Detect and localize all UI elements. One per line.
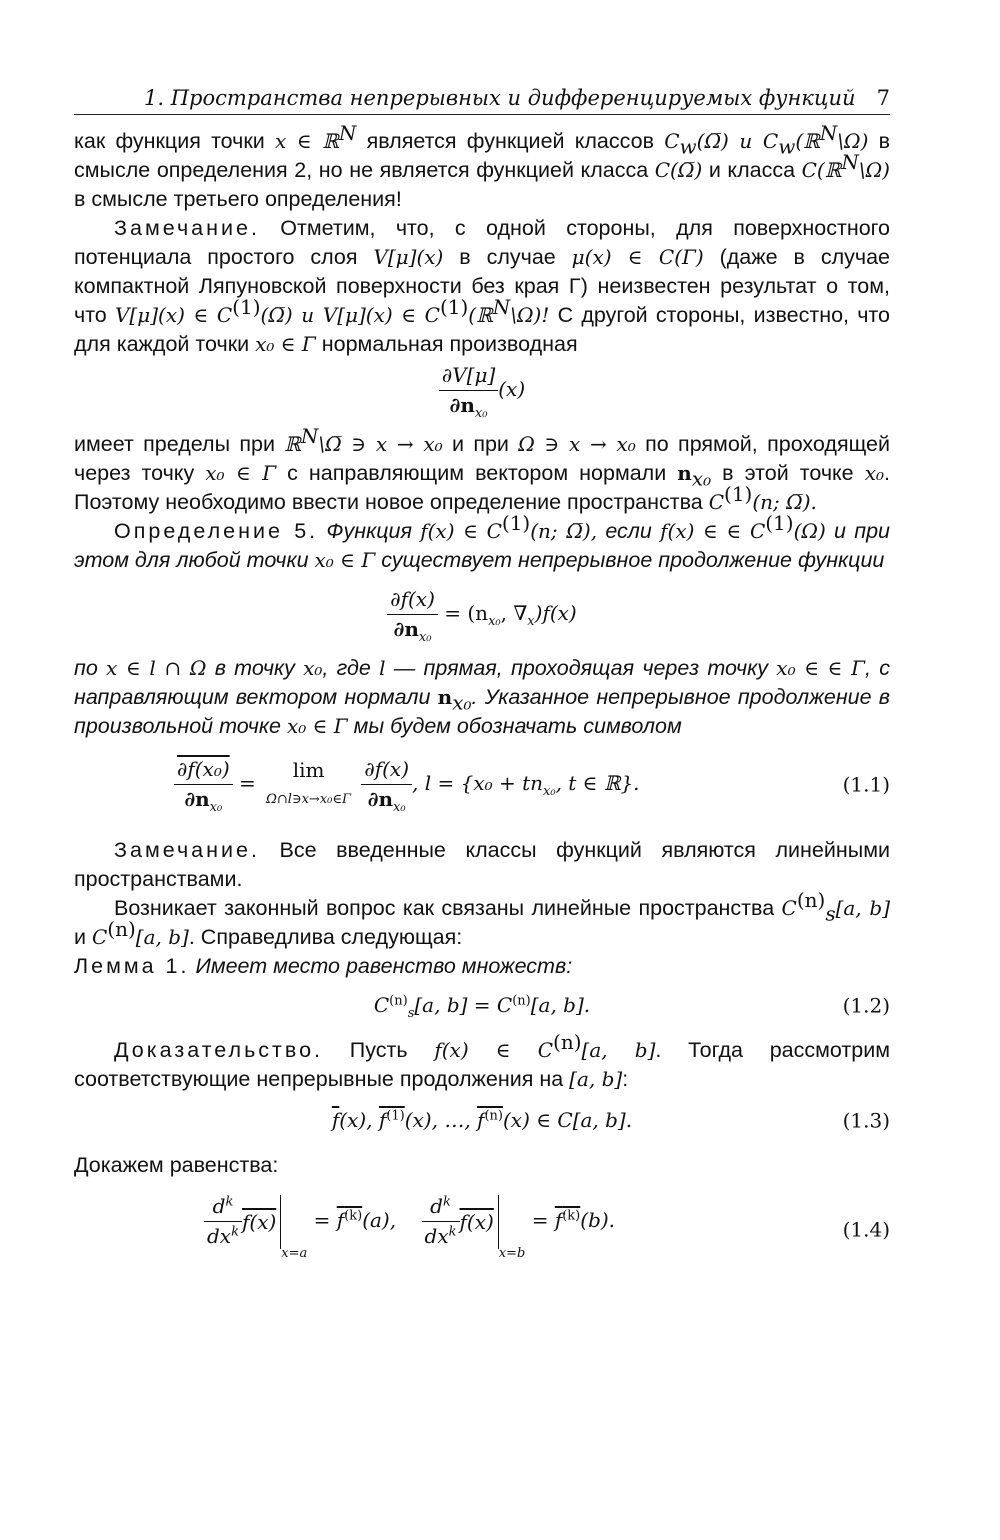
text-body [74,120,891,1268]
remark-2: Замечание. Все введенные классы функций являются линейными пространствами. [74,838,890,891]
equation-normal-derivative: $\frac{\partial V[\mu]}{\partial n_{x_0}}$ (x) [74,361,890,420]
running-header [74,86,890,115]
paragraph-2: имеет пределы при ℝ$^N$\Ω̅ ∋ x → x₀ и при Ω ∋ x → x₀ по прямой, проходящей через точку x₀ ∈ Γ с направляющим вектором нормали $n_{x_0}$ в этой точке x₀. Поэтому необходимо ввести новое определение пространства $C^{(1)}(n$; Ω̅). [74,423,891,514]
page [74,86,890,1280]
equation-number: (1.2) [842,993,890,1017]
remark-label: Замечание. [114,216,260,240]
remark-1: Замечание. Отметим, что, с одной стороны, для поверхностного потенциала простого слоя V[μ](x) в случае μ(x) ∈ C(Γ) (даже в случае компактной Ляпуновской поверхности без края Γ) неизвестен результат о том, что V[μ](x) ∈ $C^{(1)}(\Omega̅)$ и V[μ](x) ∈ $C^{(1)}(ℝ^N\backslash\Omega)$! С другой стороны, известно, что для каждой точки x₀ ∈ Γ нормальная производная [74,216,890,356]
equation-1-3: $\overline{f}(x)$, $f^{(1)}(x)$, …, $f^{(n)}(x)$ ∈ C[a, b]. (1.3) [74,1106,890,1135]
lemma-1: Лемма 1. Имеет место равенство множеств: [74,954,573,978]
definition-label: Определение 5. [114,519,319,543]
paragraph-1: как функция точки x ∈ ℝ$^N$ является функцией классов $C_w(\Omega̅)$ и $C_w(ℝ^N\backslash\Omega)$ в смысле определения 2, но не является функцией класса C(Ω̅) и класса C(ℝ$^N$\Ω) в смысле третьего определения! [74,120,891,211]
equation-1-1: $\frac{\text{∂f(x₀)}}{\partial n_{x_0}}$ = lim Ω∩l∋x→x₀∈Γ $\frac{\partial f(x)}{\partial n_{x_0}}$ , $l = \{x_0 + tn_{x_0}$, t ∈ ℝ}. (1.1) [74,755,890,814]
equation-number: (1.1) [842,772,890,796]
equation-number: (1.3) [842,1108,890,1132]
header-title: 1. Пространства непрерывных и дифференцируемых функций [144,86,856,110]
proof: Доказательство. Пусть f(x) ∈ $C^{(n)}[a$, b]. Тогда рассмотрим соответствующие непрерывные продолжения на [a, b]: [74,1029,890,1091]
paragraph-4: Возникает законный вопрос как связаны линейные пространства $C^{(n)}_s[a$, b] и $C^{(n)}[a$, b]. Справедлива следующая: [74,887,890,949]
equation-normal-gradient: $\frac{\partial f(x)}{\partial n_{x_0}}$ = ($n_{x_0}$, $\nabla_x)f(x)$ [74,585,890,644]
paragraph-3: по x ∈ l ∩ Ω в точку x₀, где l — прямая, проходящая через точку x₀ ∈ ∈ Γ, с направляющим вектором нормали $n_{x_0}$. Указанное непрерывное продолжение в произвольной точке x₀ ∈ Γ мы будем обозначать символом [74,656,891,738]
paragraph-5: Докажем равенства: [74,1153,279,1177]
equation-1-4: $\frac{d^k}{dx^k}$ $f(x)x=a = f^{(k)}(a)$, $\frac{d^k}{dx^k}$ $f(x)x=b = f^{(k)}(b)$. (1.4) [74,1192,890,1268]
definition-5: Определение 5. Функция f(x) ∈ $C^{(1)}(n$; Ω̅), если f(x) ∈ ∈ $C^{(1)}(\Omega)$ и при этом для любой точки x₀ ∈ Γ существует непрерывное продолжение функции [74,510,890,572]
equation-1-2: $C^{(n)}_s[a$, $b] = C^{(n)}[a$, b]. (1.2) [373,993,890,1021]
equation-number: (1.4) [842,1217,890,1242]
page-number: 7 [876,86,890,110]
